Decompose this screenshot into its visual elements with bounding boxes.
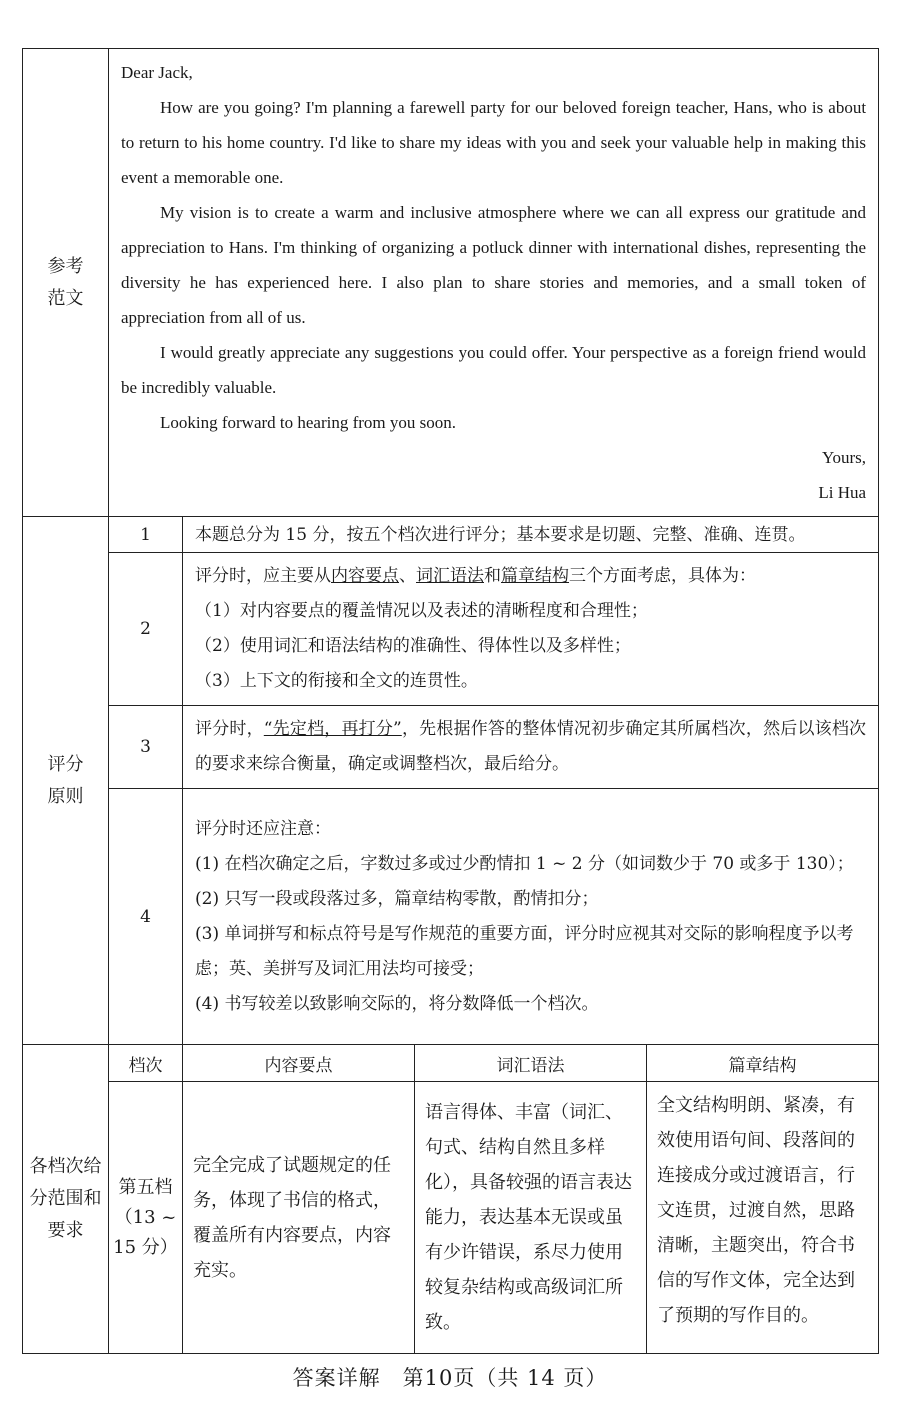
rule-number: 4	[109, 789, 183, 1045]
rule-3-pre: 评分时，	[195, 719, 264, 739]
rule-2-key-structure: 篇章结构	[501, 566, 569, 586]
rule-3-key: “先定档，再打分”	[263, 719, 402, 739]
col-header-content: 内容要点	[183, 1045, 415, 1082]
letter-paragraph-4: Looking forward to hearing from you soon.	[160, 413, 457, 432]
principles-label-cell	[23, 517, 109, 1045]
rule-2	[183, 553, 879, 706]
sample-label: 参考范文	[47, 255, 84, 309]
rule-number: 1	[109, 517, 183, 553]
rule-4-item: (2) 只写一段或段落过多，篇章结构零散，酌情扣分；	[195, 888, 599, 909]
rule-2-intro	[195, 559, 866, 594]
rule-2-key-vocab: 词汇语法	[416, 566, 484, 586]
rule-3	[183, 706, 879, 789]
sample-letter	[109, 49, 879, 517]
band-level: 第五档（13 ~ 15 分）	[109, 1082, 183, 1354]
rule-2-key-content: 内容要点	[331, 566, 399, 586]
rule-text: 本题总分为 15 分，按五个档次进行评分；基本要求是切题、完整、准确、连贯。	[183, 517, 879, 553]
rule-4-intro: 评分时还应注意：	[195, 818, 331, 839]
rule-4-item: (4) 书写较差以致影响交际的，将分数降低一个档次。	[195, 993, 599, 1014]
col-header-vocab: 词汇语法	[415, 1045, 647, 1082]
rule-number: 3	[109, 706, 183, 789]
rule-2-intro-b: 三个方面考虑，具体为：	[569, 566, 756, 586]
band-structure-req: 全文结构明朗、紧凑，有效使用语句间、段落间的连接成分或过渡语言，行文连贯，过渡自然，思路清晰，主题突出，符合书信的写作文体，完全达到了预期的写作目的。	[647, 1082, 879, 1354]
sample-label-cell	[23, 49, 109, 517]
letter-paragraph-3: I would greatly appreciate any suggestions you could offer. Your perspective as a foreign friend would be incredibly valuable.	[121, 343, 867, 397]
letter-closing: Yours,	[821, 448, 867, 467]
col-header-band: 档次	[109, 1045, 183, 1082]
rule-4	[183, 789, 879, 1045]
rule-2-intro-a: 评分时，应主要从	[195, 566, 331, 586]
rule-2-item: （1）对内容要点的覆盖情况以及表述的清晰程度和合理性；	[195, 601, 648, 621]
letter-signature: Li Hua	[818, 483, 867, 502]
rule-2-sep: 、	[399, 566, 416, 586]
rule-number: 2	[109, 553, 183, 706]
letter-paragraph-1: How are you going? I'm planning a farewell party for our beloved foreign teacher, Hans, who is about to return to his home country. I'd like to share my ideas with you and seek your valuable help in making this event a memorable one.	[121, 98, 867, 187]
letter-paragraph-2: My vision is to create a warm and inclusive atmosphere where we can all express our gratitude and appreciation to Hans. I'm thinking of organizing a potluck dinner with international dishes, representing the diversity he has experienced here. I also plan to share stories and memories, and a small token of appreciation from all of us.	[121, 203, 867, 327]
col-header-structure: 篇章结构	[647, 1045, 879, 1082]
bands-label-cell	[23, 1045, 109, 1354]
rule-4-item: (1) 在档次确定之后，字数过多或过少酌情扣 1 ~ 2 分（如词数少于 70 或多于 130）；	[195, 853, 854, 874]
band-content-req: 完全完成了试题规定的任务，体现了书信的格式，覆盖所有内容要点，内容充实。	[183, 1082, 415, 1354]
rule-4-item: (3) 单词拼写和标点符号是写作规范的重要方面，评分时应视其对交际的影响程度予以考虑；英、美拼写及词汇用法均可接受；	[195, 923, 854, 979]
rule-2-sep: 和	[484, 566, 501, 586]
rule-2-item: （2）使用词汇和语法结构的准确性、得体性以及多样性；	[195, 636, 631, 656]
band-vocab-req: 语言得体、丰富（词汇、句式、结构自然且多样化），具备较强的语言表达能力，表达基本无误或虽有少许错误，系尽力使用较复杂结构或高级词汇所致。	[415, 1082, 647, 1354]
scoring-table	[22, 48, 879, 1354]
rule-2-item: （3）上下文的衔接和全文的连贯性。	[195, 671, 478, 691]
letter-salutation: Dear Jack,	[121, 63, 193, 82]
rule-3-post: ，先根据作答的整体情况初步确定其所属档次，然后以该档次的要求来综合衡量，确定或调整档次，最后给分。	[195, 719, 867, 774]
page-footer: 答案详解 第10页（共 14 页）	[292, 1366, 608, 1390]
bands-label: 各档次给分范围和要求	[29, 1156, 102, 1241]
principles-label: 评分原则	[47, 753, 84, 807]
